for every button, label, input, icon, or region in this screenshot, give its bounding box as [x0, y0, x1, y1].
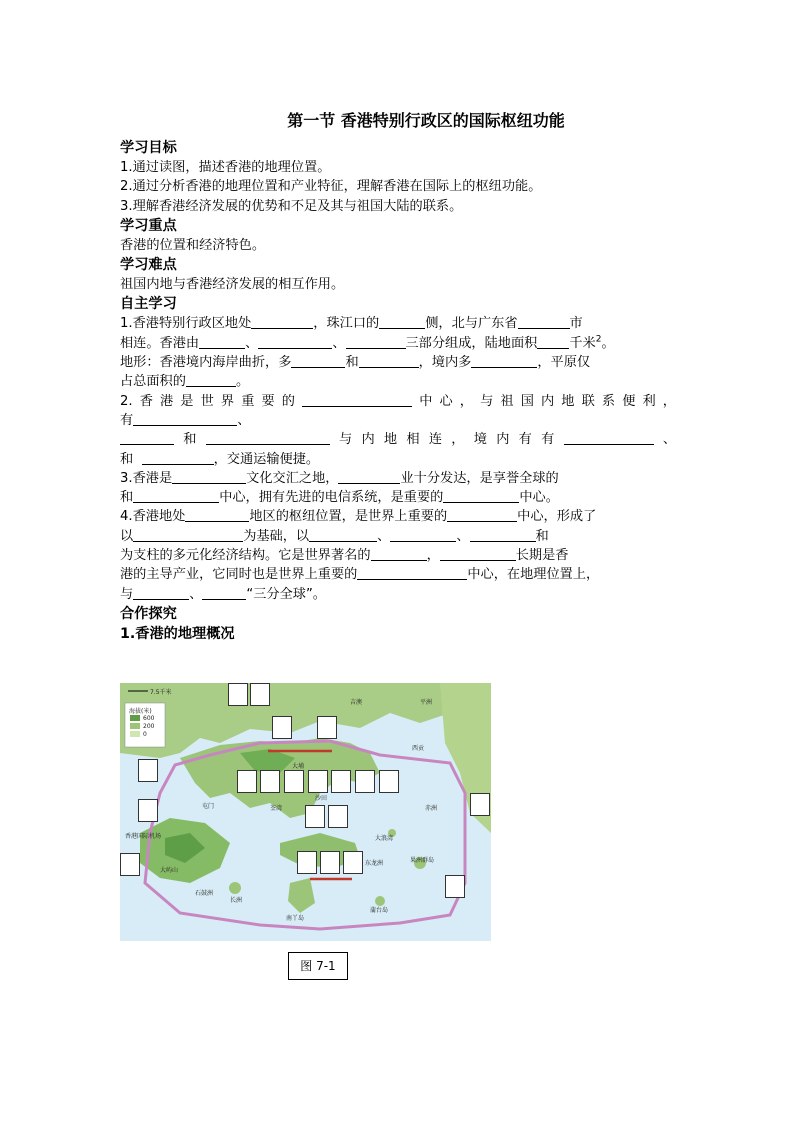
q3-line2 [120, 488, 676, 507]
blank[interactable] [338, 470, 400, 484]
map-label: 石鼓洲 [195, 890, 214, 897]
blank[interactable] [470, 528, 536, 542]
answer-box[interactable] [470, 793, 490, 816]
map-label: 长洲 [230, 897, 243, 904]
q4-text: 与 [120, 586, 134, 602]
q1-text: 。 [235, 374, 250, 390]
map-label: 沙田 [315, 795, 328, 802]
blank[interactable] [185, 508, 249, 522]
answer-box[interactable] [284, 770, 304, 793]
q2-text: 和 [174, 432, 206, 448]
blank[interactable] [518, 315, 570, 329]
blank[interactable] [471, 354, 537, 368]
blank[interactable] [390, 528, 456, 542]
q4-text: 、 [377, 528, 391, 544]
q2-text: 中心，与祖国内地联系便利， [412, 393, 676, 409]
map-label: 吉澳 [350, 699, 363, 706]
q2-line3 [120, 430, 676, 449]
difficult-heading: 学习难点 [120, 257, 177, 274]
answer-box[interactable] [305, 805, 325, 828]
blank[interactable] [371, 547, 427, 561]
blank[interactable] [206, 431, 330, 445]
q4-text: 地区的枢纽位置，是世界上重要的 [249, 509, 448, 525]
map-label: 香港国际机场 [125, 833, 162, 840]
key-text: 香港的位置和经济特色。 [120, 237, 266, 253]
blank[interactable] [199, 335, 245, 349]
q4-line2 [120, 527, 676, 546]
legend-title: 海拔(米) [129, 708, 152, 715]
answer-box[interactable] [272, 716, 292, 739]
blank[interactable] [357, 566, 467, 580]
q2-line2 [120, 411, 676, 430]
q2-text: ，交通运输便捷。 [213, 451, 320, 467]
q4-line1 [120, 507, 676, 526]
q3-text: 3.香港是 [120, 470, 173, 486]
map-label: 大屿山 [160, 867, 179, 874]
q2-line1 [120, 392, 676, 411]
blank[interactable] [258, 335, 332, 349]
legend-value: 200 [143, 723, 155, 730]
q4-text: 和 [535, 528, 549, 544]
map-label: 果洲群岛 [410, 857, 435, 864]
q4-text: 、 [456, 528, 470, 544]
q2-text: 、 [237, 412, 251, 428]
q1-text: 侧，北与广东省 [425, 316, 518, 332]
blank[interactable] [186, 373, 236, 387]
answer-box[interactable] [445, 875, 465, 898]
q4-text: ， [426, 548, 440, 564]
answer-box[interactable] [260, 770, 280, 793]
blank[interactable] [291, 354, 345, 368]
answer-box[interactable] [138, 759, 158, 782]
answer-box[interactable] [343, 851, 363, 874]
answer-box[interactable] [355, 770, 375, 793]
q4-text: 为基础，以 [243, 528, 310, 544]
q2-text: 与内地相连，境内有有 [329, 432, 564, 448]
legend-value: 600 [143, 715, 155, 722]
q3-text: 和 [120, 490, 134, 506]
answer-box[interactable] [331, 770, 351, 793]
q3-text: 文化交汇之地， [246, 470, 339, 486]
map-label: 屯门 [202, 803, 215, 810]
q3-text: 中心。 [519, 490, 559, 506]
difficult-text: 祖国内地与香港经济发展的相互作用。 [120, 277, 345, 293]
blank[interactable] [443, 489, 519, 503]
blank[interactable] [142, 451, 214, 465]
blank[interactable] [172, 470, 246, 484]
answer-box[interactable] [297, 851, 317, 874]
content [120, 138, 676, 644]
q3-text: 业十分发达，是享誉全球的 [400, 470, 559, 486]
blank[interactable] [440, 547, 516, 561]
q4-text: 中心，形成了 [517, 509, 597, 525]
answer-box[interactable] [250, 683, 270, 706]
self-study-heading: 自主学习 [120, 296, 177, 313]
blank[interactable] [359, 354, 419, 368]
q1-line4 [120, 372, 676, 391]
goal-2: 2.通过分析香港的地理位置和产业特征，理解香港在国际上的枢纽功能。 [120, 179, 542, 195]
q2-text: 有 [120, 412, 134, 428]
blank[interactable] [120, 431, 174, 445]
q3-text: 中心，拥有先进的电信系统，是重要的 [219, 490, 444, 506]
q4-text: 为支柱的多元化经济结构。它是世界著名的 [120, 548, 371, 564]
q2-text: 和 [120, 451, 134, 467]
q1-text: 、 [245, 335, 259, 351]
blank[interactable] [133, 412, 237, 426]
superscript: 2 [595, 334, 602, 345]
q4-text: 港的主导产业，它同时也是世界上重要的 [120, 567, 358, 583]
blank[interactable] [133, 489, 219, 503]
scale-label: 7.5千米 [150, 689, 172, 696]
q4-text: 4.香港地处 [120, 509, 186, 525]
blank[interactable] [133, 586, 189, 600]
q1-text: 地形：香港境内海岸曲折，多 [120, 355, 292, 371]
q1-text: ，珠江口的 [313, 316, 380, 332]
q1-text: 市 [569, 316, 583, 332]
answer-box[interactable] [120, 853, 140, 876]
answer-box[interactable] [308, 770, 328, 793]
key-heading: 学习重点 [120, 217, 177, 234]
q3-line1 [120, 469, 676, 488]
hong-kong-map [120, 683, 491, 941]
q1-text: 三部分组成，陆地面积 [405, 335, 538, 351]
blank[interactable] [133, 528, 243, 542]
q4-text: 以 [120, 528, 134, 544]
q4-text: 长期是香 [515, 548, 569, 564]
blank[interactable] [564, 431, 654, 445]
q4-text: “三分全球”。 [246, 586, 326, 602]
blank[interactable] [309, 528, 377, 542]
blank[interactable] [447, 508, 517, 522]
q1-text: ，境内多 [418, 355, 472, 371]
blank[interactable] [346, 335, 406, 349]
goal-3: 3.理解香港经济发展的优势和不足及其与祖国大陆的联系。 [120, 198, 463, 214]
q1-line2 [120, 334, 676, 353]
q2-line4 [120, 450, 676, 469]
q4-line3 [120, 546, 676, 565]
map-label: 东龙洲 [365, 860, 384, 867]
map-label: 大浪湾 [375, 835, 394, 842]
q1-text: 1.香港特别行政区地处 [120, 316, 252, 332]
q1-text: 千米 [569, 335, 596, 351]
answer-box[interactable] [379, 770, 399, 793]
q1-text: 相连。香港由 [120, 335, 200, 351]
answer-box[interactable] [138, 799, 158, 822]
map-label: 西贡 [412, 745, 425, 752]
q1-line1 [120, 314, 676, 333]
blank[interactable] [202, 586, 246, 600]
blank[interactable] [537, 335, 569, 349]
map-label: 荃湾 [270, 805, 283, 812]
answer-box[interactable] [328, 805, 348, 828]
blank[interactable] [302, 393, 412, 407]
q1-text: 。 [601, 335, 615, 351]
answer-box[interactable] [237, 770, 257, 793]
q1-text: ，平原仅 [537, 355, 591, 371]
q4-text: 、 [189, 586, 203, 602]
q4-text: 中心，在地理位置上， [467, 567, 600, 583]
goal-1: 1.通过读图，描述香港的地理位置。 [120, 160, 331, 175]
q2-text: 2.香港是世界重要的 [120, 393, 303, 409]
blank[interactable] [251, 315, 313, 329]
answer-box[interactable] [228, 683, 248, 706]
coop-heading: 合作探究 [120, 605, 177, 622]
q1-line3 [120, 353, 676, 372]
q1-text: 、 [332, 335, 346, 351]
figure-caption: 图 7-1 [288, 952, 348, 980]
q1-text: 和 [345, 355, 359, 371]
goals-heading: 学习目标 [120, 140, 177, 156]
map-label: 南丫岛 [286, 915, 305, 922]
map-label: 赤洲 [425, 805, 438, 812]
coop-subheading: 1.香港的地理概况 [120, 625, 235, 642]
legend-value: 0 [143, 731, 147, 738]
q4-line4 [120, 565, 676, 584]
answer-box[interactable] [317, 716, 337, 739]
map-label: 蒲台岛 [370, 907, 389, 914]
blank[interactable] [379, 315, 425, 329]
q4-line5 [120, 585, 676, 604]
answer-box[interactable] [320, 851, 340, 874]
map-label: 大埔 [292, 763, 305, 770]
q2-text: 、 [653, 432, 677, 448]
page-title: 第一节 香港特别行政区的国际枢纽功能 [287, 111, 565, 130]
map-label: 平洲 [420, 699, 433, 706]
q1-text: 占总面积的 [120, 374, 186, 390]
